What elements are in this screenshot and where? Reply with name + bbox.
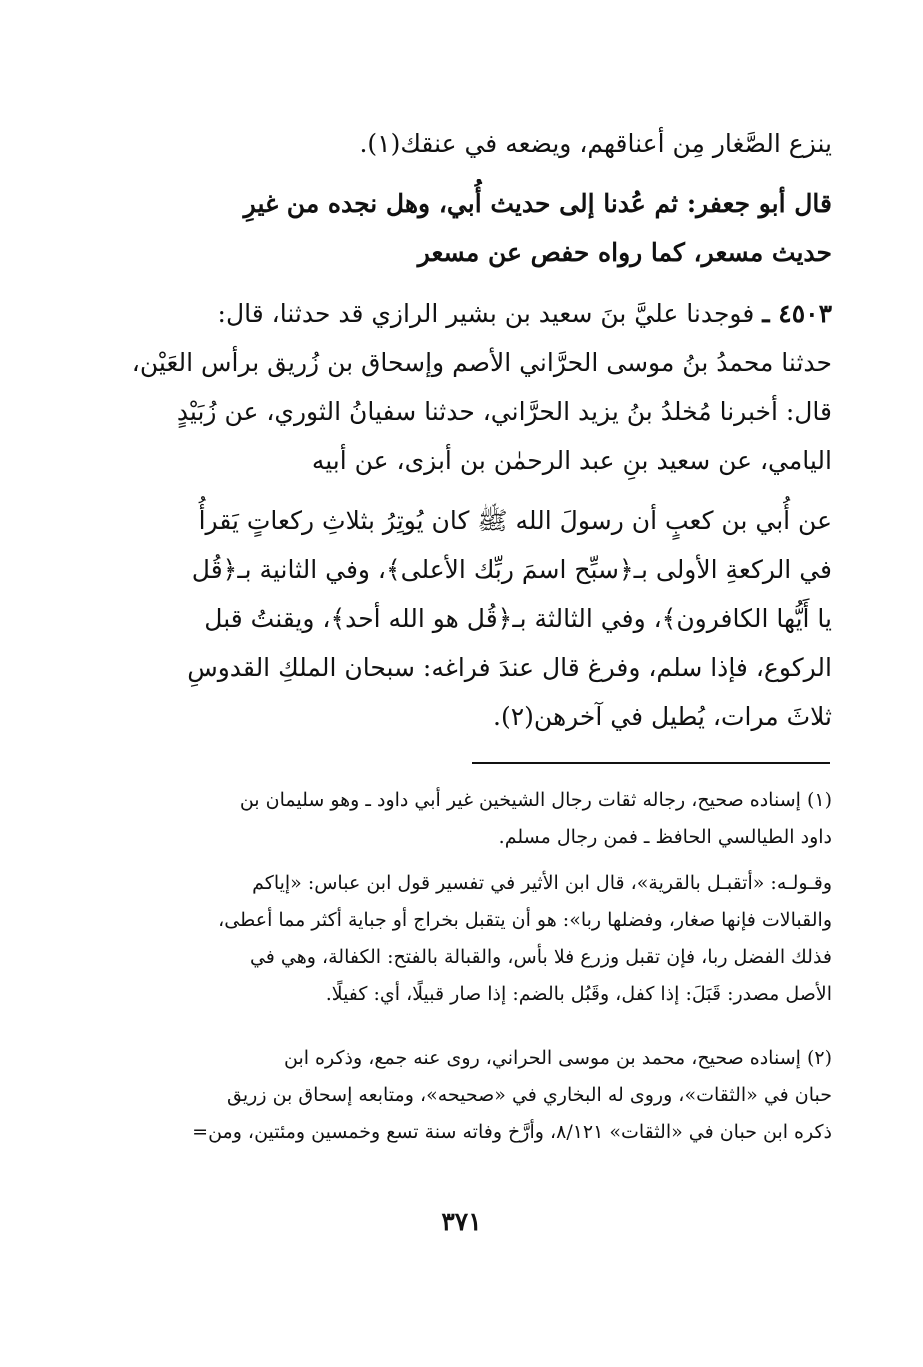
- footnote-1: [98, 782, 832, 856]
- text-line: حدثنا محمدُ بنُ موسى الحرَّاني الأصم وإسحاق بن زُريق برأس العَيْن،: [131, 348, 832, 377]
- footnote-line: فذلك الفضل ربا، فإن تقبل وزرع فلا بأس، والقبالة بالفتح: الكفالة، وهي في: [249, 946, 832, 968]
- text-line: قال: أخبرنا مُخلدُ بنُ يزيد الحرَّاني، حدثنا سفيانُ الثوري، عن زُبَيْدٍ: [176, 397, 832, 426]
- text-line: حديث مسعر، كما رواه حفص عن مسعر: [417, 238, 832, 267]
- text-line: اليامي، عن سعيد بنِ عبد الرحمٰن بن أبزى، عن أبيه: [311, 446, 832, 475]
- hadith-4503-isnad: [98, 289, 832, 485]
- footnote-separator: [472, 762, 830, 764]
- footnote-line: والقبالات فإنها صغار، وفضلها ربا»: هو أن يتقبل بخراج أو جباية أكثر مما أعطى،: [218, 909, 832, 931]
- footnote-line: وقـولـه: «أتقبـل بالقرية»، قال ابن الأثير في تفسير قول ابن عباس: «إياكم: [252, 872, 832, 894]
- footnote-line: داود الطيالسي الحافظ ـ فمن رجال مسلم.: [498, 826, 832, 848]
- text-line: الركوع، فإذا سلم، وفرغ قال عندَ فراغه: سبحان الملكِ القدوسِ: [187, 653, 832, 682]
- text-line: ثلاثَ مرات، يُطيل في آخرهن(٢).: [493, 702, 832, 731]
- text-line: عن أُبي بن كعبٍ أن رسولَ الله ﷺ كان يُوتِرُ بثلاثِ ركعاتٍ يَقرأُ: [198, 506, 832, 535]
- footnote-line: (٢) إسناده صحيح، محمد بن موسى الحراني، روى عنه جمع، وذكره ابن: [283, 1047, 832, 1069]
- footnote-line: (١) إسناده صحيح، رجاله ثقات رجال الشيخين غير أبي داود ـ وهو سليمان بن: [239, 789, 832, 811]
- footnote-line: ذكره ابن حبان في «الثقات» ٨/١٢١، وأرَّخ وفاته سنة تسع وخمسين ومئتين، ومن=: [192, 1121, 832, 1143]
- text-line: قال أبو جعفر: ثم عُدنا إلى حديث أُبي، وهل نجده من غيرِ: [243, 189, 832, 218]
- footnote-1-commentary: [98, 865, 832, 1013]
- footnote-line: حبان في «الثقات»، وروى له البخاري في «صحيحه»، ومتابعه إسحاق بن زريق: [227, 1084, 832, 1106]
- hadith-4503-matn: [98, 496, 832, 741]
- paragraph-continuation: [98, 119, 832, 168]
- page-number: ٣٧١: [441, 1207, 482, 1236]
- hadith-number: ٤٥٠٣ ـ: [762, 299, 832, 328]
- text-line: يا أَيُّها الكافرون﴾، وفي الثالثة بـ﴿قُل هو الله أحد﴾، ويقنتُ قبل: [204, 604, 832, 633]
- footnote-line: الأصل مصدر: قَبَلَ: إذا كفل، وقَبُل بالضم: إذا صار قبيلًا، أي: كفيلًا.: [325, 983, 832, 1005]
- footnote-2: [98, 1040, 832, 1151]
- abu-jafar-statement: [98, 179, 832, 277]
- text-line: [98, 289, 832, 338]
- text-line: في الركعةِ الأولى بـ﴿سبِّح اسمَ ربِّك الأعلى﴾، وفي الثانية بـ﴿قُل: [191, 555, 832, 584]
- text-line: ينزع الصَّغار مِن أعناقهم، ويضعه في عنقك(١).: [359, 129, 832, 158]
- text-line-rest: فوجدنا عليَّ بنَ سعيد بن بشير الرازي قد حدثنا، قال:: [217, 299, 755, 328]
